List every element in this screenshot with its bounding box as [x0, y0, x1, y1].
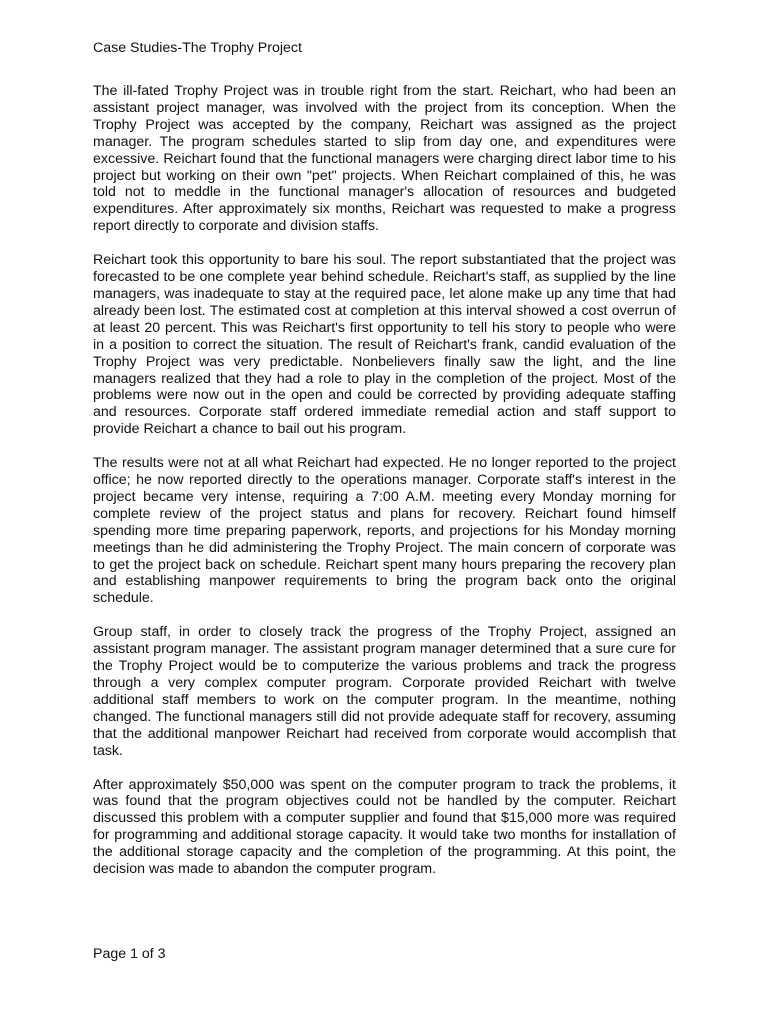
paragraph-5: After approximately $50,000 was spent on the computer program to track the problems, it was found that the program objectives could not be handled by the computer. Reichart discussed this problem with a computer supplier and found that $15,000 more was required for programming and additional storage capacity. It would take two months for installation of the additional storage capacity and the completion of the programming. At this point, the decision was made to abandon the computer program.: [93, 776, 676, 878]
page-number-footer: Page 1 of 3: [93, 946, 166, 962]
paragraph-3: The results were not at all what Reichart had expected. He no longer reported to the project office; he now reported directly to the operations manager. Corporate staff's interest in the project became very intense, requiring a 7:00 A.M. meeting every Monday morning for complete review of the project status and plans for recovery. Reichart found himself spending more time preparing paperwork, reports, and projections for his Monday morning meetings than he did administering the Trophy Project. The main concern of corporate was to get the project back on schedule. Reichart spent many hours preparing the recovery plan and establishing manpower requirements to bring the program back onto the original schedule.: [93, 455, 676, 607]
paragraph-4: Group staff, in order to closely track the progress of the Trophy Project, assigned an assistant program manager. The assistant program manager determined that a sure cure for the Trophy Project would be to computerize the various problems and track the progress through a very complex computer program. Corporate provided Reichart with twelve additional staff members to work on the computer program. In the meantime, nothing changed. The functional managers still did not provide adequate staff for recovery, assuming that the additional manpower Reichart had received from corporate would accomplish that task.: [93, 624, 676, 759]
paragraph-2: Reichart took this opportunity to bare his soul. The report substantiated that the project was forecasted to be one complete year behind schedule. Reichart's staff, as supplied by the line managers, was inadequate to stay at the required pace, let alone make up any time that had already been lost. The estimated cost at completion at this interval showed a cost overrun of at least 20 percent. This was Reichart's first opportunity to tell his story to people who were in a position to correct the situation. The result of Reichart's frank, candid evaluation of the Trophy Project was very predictable. Nonbelievers finally saw the light, and the line managers realized that they had a role to play in the completion of the project. Most of the problems were now out in the open and could be corrected by providing adequate staffing and resources. Corporate staff ordered immediate remedial action and staff support to provide Reichart a chance to bail out his program.: [93, 252, 676, 438]
document-page: [93, 40, 676, 895]
document-title: Case Studies-The Trophy Project: [93, 40, 302, 56]
paragraph-1: The ill-fated Trophy Project was in trouble right from the start. Reichart, who had been an assistant project manager, was involved with the project from its conception. When the Trophy Project was accepted by the company, Reichart was assigned as the project manager. The program schedules started to slip from day one, and expenditures were excessive. Reichart found that the functional managers were charging direct labor time to his project but working on their own "pet" projects. When Reichart complained of this, he was told not to meddle in the functional manager's allocation of resources and budgeted expenditures. After approximately six months, Reichart was requested to make a progress report directly to corporate and division staffs.: [93, 83, 676, 235]
